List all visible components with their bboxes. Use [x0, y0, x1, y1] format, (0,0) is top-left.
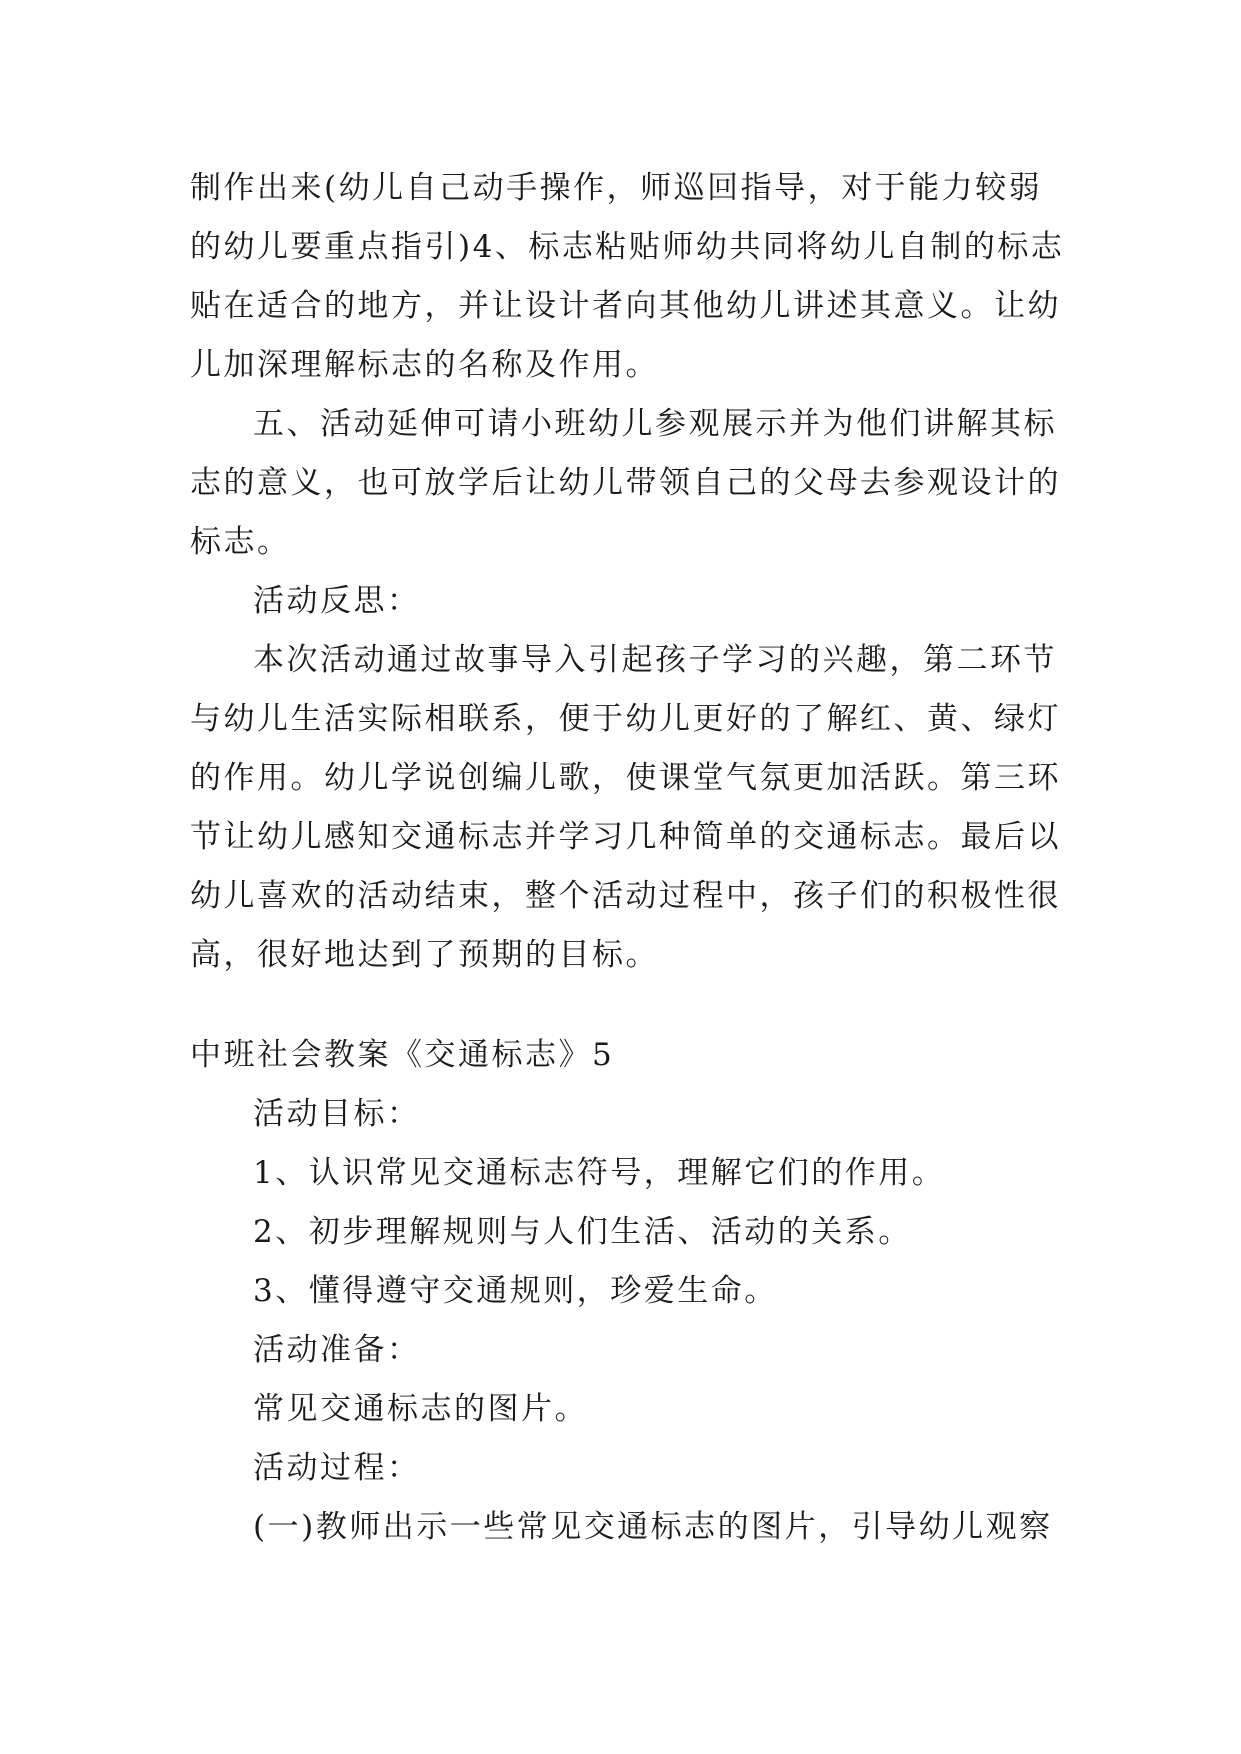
- paragraph-line: 志的意义，也可放学后让幼儿带领自己的父母去参观设计的: [190, 465, 1061, 501]
- paragraph-line: 贴在适合的地方，并让设计者向其他幼儿讲述其意义。让幼: [190, 288, 1061, 324]
- paragraph-line: 儿加深理解标志的名称及作用。: [190, 347, 659, 383]
- section-heading: 活动目标：: [253, 1096, 421, 1132]
- section-heading: 活动准备：: [253, 1332, 421, 1368]
- paragraph-line: 五、活动延伸可请小班幼儿参观展示并为他们讲解其标: [253, 406, 1057, 442]
- list-item: 2、初步理解规则与人们生活、活动的关系。: [253, 1214, 912, 1250]
- section-heading: 活动过程：: [253, 1450, 421, 1486]
- paragraph-line: (一)教师出示一些常见交通标志的图片，引导幼儿观察: [253, 1509, 1053, 1545]
- paragraph-line: 常见交通标志的图片。: [253, 1391, 588, 1427]
- list-item: 1、认识常见交通标志符号，理解它们的作用。: [253, 1155, 946, 1191]
- list-item: 3、懂得遵守交通规则，珍爱生命。: [253, 1273, 778, 1309]
- paragraph-line: 的幼儿要重点指引)4、标志粘贴师幼共同将幼儿自制的标志: [190, 229, 1065, 265]
- paragraph-line: 本次活动通过故事导入引起孩子学习的兴趣，第二环节: [253, 642, 1057, 678]
- paragraph-line: 制作出来(幼儿自己动手操作，师巡回指导，对于能力较弱: [190, 170, 1043, 206]
- paragraph-line: 节让幼儿感知交通标志并学习几种简单的交通标志。最后以: [190, 819, 1061, 855]
- section-heading: 活动反思：: [253, 583, 421, 619]
- paragraph-line: 标志。: [190, 524, 291, 560]
- paragraph-line: 的作用。幼儿学说创编儿歌，使课堂气氛更加活跃。第三环: [190, 760, 1061, 796]
- paragraph-line: 高，很好地达到了预期的目标。: [190, 937, 659, 973]
- paragraph-line: 幼儿喜欢的活动结束，整个活动过程中，孩子们的积极性很: [190, 878, 1061, 914]
- document-title: 中班社会教案《交通标志》5: [190, 1037, 615, 1073]
- paragraph-line: 与幼儿生活实际相联系，便于幼儿更好的了解红、黄、绿灯: [190, 701, 1061, 737]
